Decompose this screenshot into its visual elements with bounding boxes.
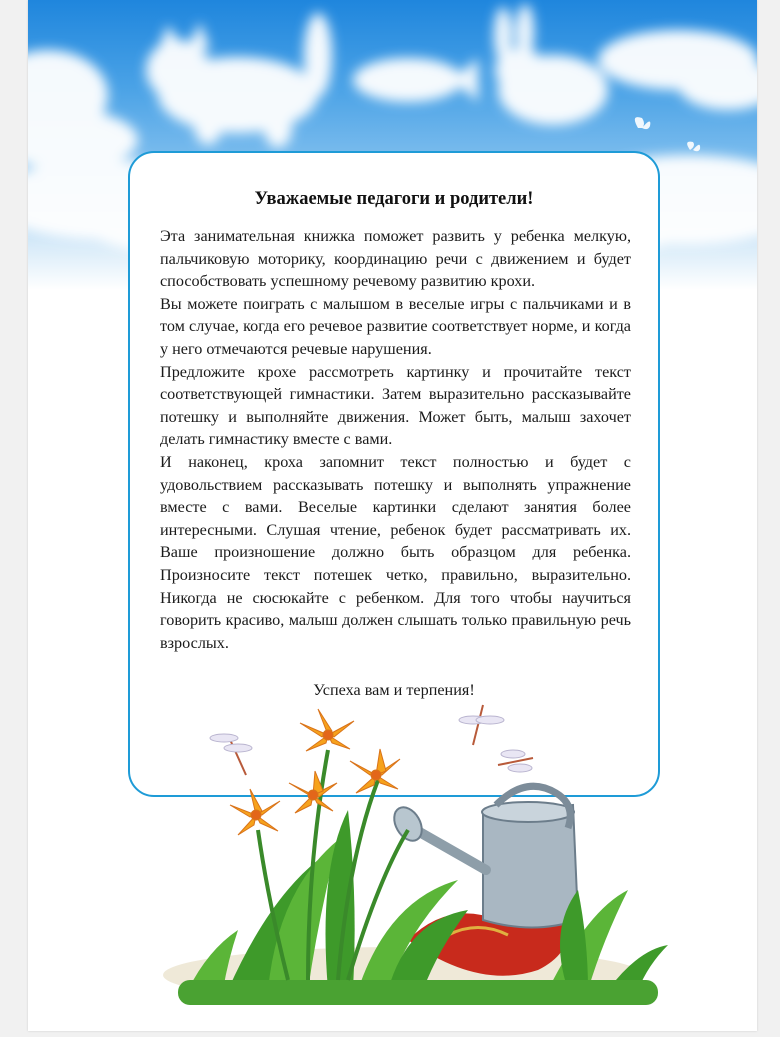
garden-illustration: [28, 690, 757, 1025]
closing-wish: Успеха вам и терпения!: [313, 681, 475, 699]
lily-flower-icon: [230, 709, 400, 835]
message-body: [160, 225, 631, 654]
paragraph-3: Предложите крохе рассмотреть картинку и прочитайте текст соответствующей гимнастики. Затем выразительно рассказывайте потешку и выполняйте движения. Может быть, малыш захочет делать гимнастику вместе с вами.: [160, 362, 631, 449]
paragraph-2: Вы можете поиграть с малышом в веселые игры с пальчиками и в том случае, когда его речевое развитие соответствует норме, и когда у него отмечаются речевые нарушения.: [160, 294, 631, 358]
page-title: Уважаемые педагоги и родители!: [254, 189, 534, 209]
paragraph-4: И наконец, кроха запомнит текст полностью и будет с удовольствием рассказывать потешку и выполнять упражнение вместе с вами. Веселые картинки сделают занятия более интересными. Слушая чтение, ребенок будет рассматривать их. Ваше произношение должно быть образцом для ребенка. Произносите текст потешек четко, правильно, выразительно. Никогда не сюсюкайте с ребенком. Для того чтобы научиться говорить красиво, малыш должен слышать только правильную речь взрослых.: [160, 452, 631, 652]
paragraph-1: Эта занимательная книжка поможет развить у ребенка мелкую, пальчиковую моторику, координацию речи с движением и будет способствовать успешному речевому развитию крохи.: [160, 227, 631, 291]
book-page: [28, 0, 757, 1031]
dragonfly-icon: [210, 734, 252, 775]
